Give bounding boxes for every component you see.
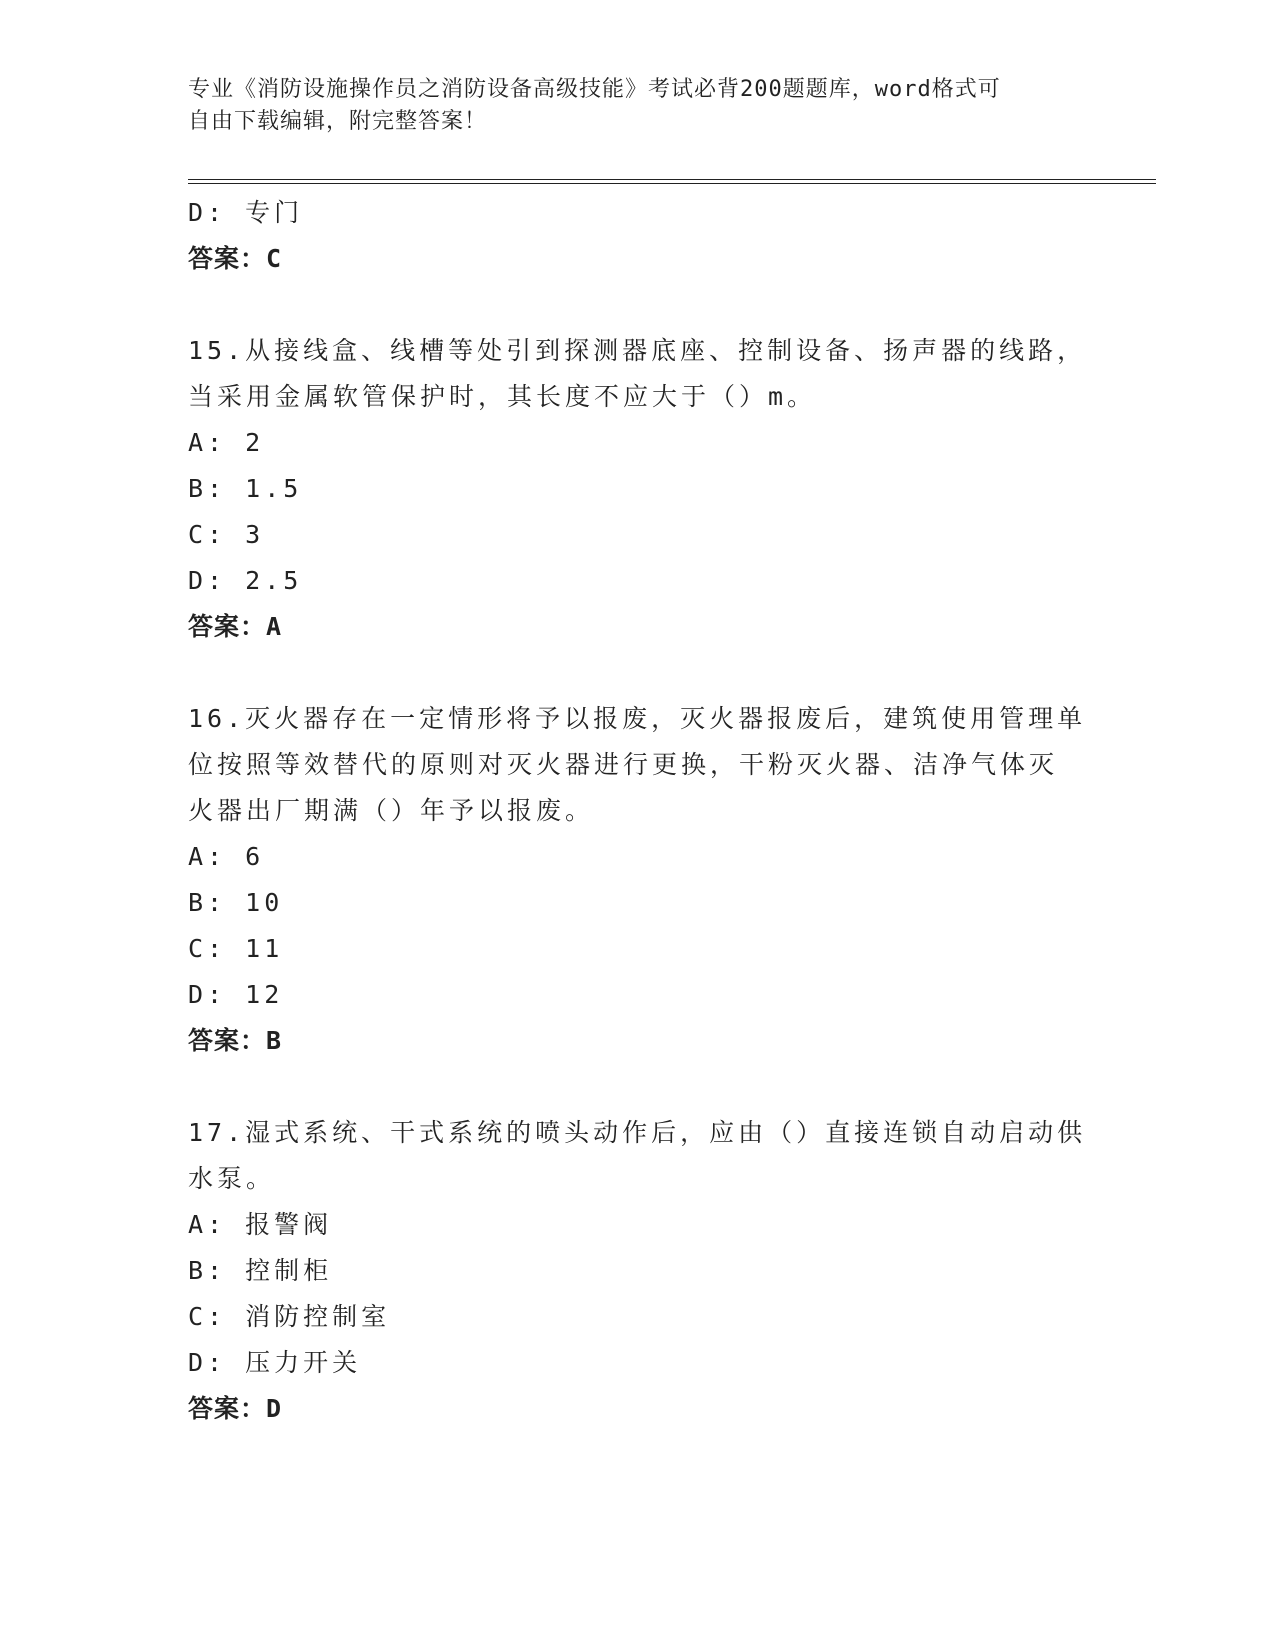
header-line-1: 专业《消防设施操作员之消防设备高级技能》考试必背200题题库，word格式可 (188, 77, 1001, 102)
option-c: C: 11 (188, 934, 284, 963)
option-d: D: 12 (188, 980, 284, 1009)
option-b: B: 1.5 (188, 474, 303, 503)
option-d: D: 压力开关 (188, 1348, 362, 1377)
question-stem-line: 位按照等效替代的原则对灭火器进行更换，干粉灭火器、洁净气体灭 (188, 750, 1059, 779)
option-d: D: 2.5 (188, 566, 303, 595)
option-b: B: 控制柜 (188, 1256, 333, 1285)
question-stem-line: 17.湿式系统、干式系统的喷头动作后，应由（）直接连锁自动启动供 (188, 1118, 1087, 1147)
question-block-15 (188, 328, 1088, 650)
document-header (188, 74, 1068, 138)
question-stem-line: 火器出厂期满（）年予以报废。 (188, 796, 595, 825)
option-c: C: 3 (188, 520, 265, 549)
option-d: D: 专门 (188, 198, 304, 227)
answer: 答案：D (188, 1394, 283, 1423)
spacer (188, 1064, 1088, 1110)
spacer (188, 282, 1088, 328)
question-content (188, 190, 1088, 1432)
question-block-17 (188, 1110, 1088, 1432)
option-c: C: 消防控制室 (188, 1302, 391, 1331)
header-divider-bottom (188, 183, 1156, 184)
question-block-16 (188, 696, 1088, 1064)
header-divider-top (188, 179, 1156, 180)
question-stem-line: 水泵。 (188, 1164, 276, 1193)
option-a: A: 6 (188, 842, 265, 871)
answer: 答案：B (188, 1026, 283, 1055)
question-stem-line: 15.从接线盒、线槽等处引到探测器底座、控制设备、扬声器的线路， (188, 336, 1087, 365)
answer: 答案：A (188, 612, 283, 641)
option-b: B: 10 (188, 888, 284, 917)
option-a: A: 2 (188, 428, 265, 457)
answer: 答案：C (188, 244, 283, 273)
option-a: A: 报警阀 (188, 1210, 333, 1239)
question-stem-line: 16.灭火器存在一定情形将予以报废，灭火器报废后，建筑使用管理单 (188, 704, 1087, 733)
spacer (188, 650, 1088, 696)
question-stem-line: 当采用金属软管保护时，其长度不应大于（）m。 (188, 382, 817, 411)
header-line-2: 自由下载编辑，附完整答案！ (188, 109, 488, 134)
